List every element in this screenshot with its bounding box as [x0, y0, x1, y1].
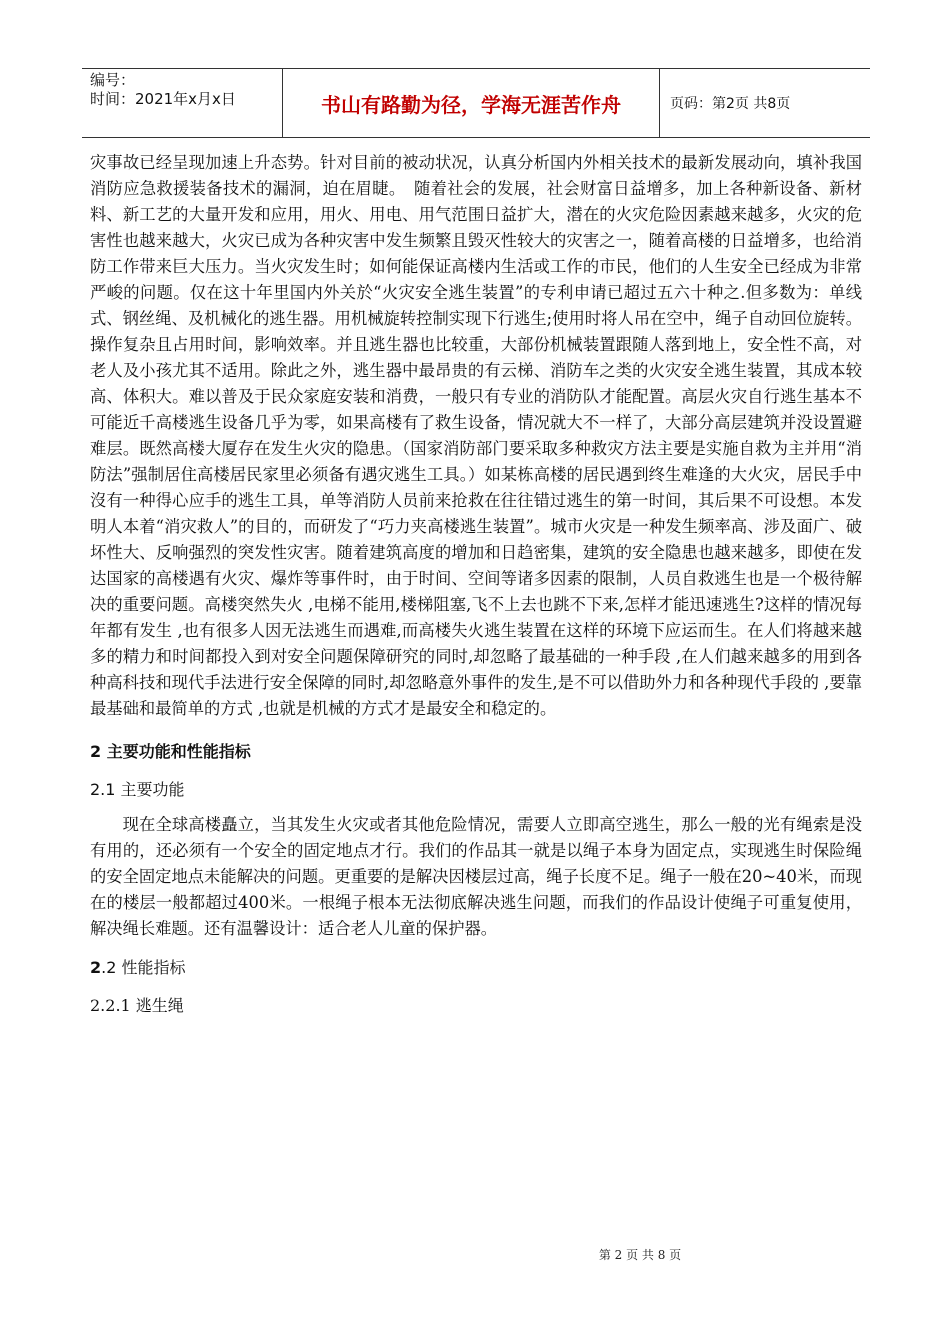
page-header — [82, 68, 870, 138]
body-paragraph: 灾事故已经呈现加速上升态势。针对目前的被动状况，认真分析国内外相关技术的最新发展动向，填补我国消防应急救援装备技术的漏洞，迫在眉睫。 随着社会的发展，社会财富日益增多，加上各种新设备、新材料、新工艺的大量开发和应用，用火、用电、用气范围日益扩大，潜在的火灾危险因素越来越多，火灾的危害性也越来越大，火灾已成为各种灾害中发生频繁且毁灭性较大的灾害之一，随着高楼的日益增多，也给消防工作带来巨大压力。当火灾发生时；如何能保证高楼内生活或工作的市民，他们的人生安全已经成为非常严峻的问题。仅在这十年里国内外关於“火灾安全逃生装置”的专利申请已超过五六十种之.但多数为：单线式、钢丝绳、及机械化的逃生器。用机械旋转控制实现下行逃生;使用时将人吊在空中，绳子自动回位旋转。操作复杂且占用时间，影响效率。并且逃生器也比较重，大部份机械装置跟随人落到地上，安全性不高，对老人及小孩尤其不适用。除此之外，逃生器中最昂贵的有云梯、消防车之类的火灾安全逃生装置，其成本较高、体积大。难以普及于民众家庭安装和消费，一般只有专业的消防队才能配置。高层火灾自行逃生基本不可能近千高楼逃生设备几乎为零，如果高楼有了救生设备，情况就大不一样了，大部分高层建筑并没设置避难层。既然高楼大厦存在发生火灾的隐患。（国家消防部门要采取多种救灾方法主要是实施自救为主并用“消防法”强制居住高楼居民家里必须备有遇灾逃生工具。）如某栋高楼的居民遇到终生难逢的大火灾，居民手中沒有一种得心应手的逃生工具，单等消防人员前来抢救在往往错过逃生的第一时间，其后果不可设想。本发明人本着“消灾救人”的目的，而研发了“巧力夹高楼逃生装置”。城市火灾是一种发生频率高、涉及面广、破坏性大、反响强烈的突发性灾害。随着建筑高度的增加和日趋密集，建筑的安全隐患也越来越多，即使在发达国家的高楼遇有火灾、爆炸等事件时，由于时间、空间等诸多因素的限制，人员自救逃生也是一个极待解决的重要问题。高楼突然失火 ,电梯不能用,楼梯阻塞,飞不上去也跳不下来,怎样才能迅速逃生?这样的情况每年都有发生 ,也有很多人因无法逃生而遇难,而高楼失火逃生装置在这样的环境下应运而生。在人们将越来越多的精力和时间都投入到对安全问题保障研究的同时,却忽略了最基础的一种手段 ,在人们越来越多的用到各种高科技和现代手法进行安全保障的同时,却忽略意外事件的发生,是不可以借助外力和各种现代手段的 ,要靠最基础和最简单的方式 ,也就是机械的方式才是最安全和稳定的。 — [90, 153, 862, 718]
header-motto: 书山有路勤为径，学海无涯苦作舟 — [283, 69, 660, 137]
header-page-info: 页码：第2页 共8页 — [670, 96, 791, 112]
document-body — [90, 150, 862, 1018]
section-2-2-title: .2 性能指标 — [101, 958, 186, 977]
section-2-2-heading — [90, 956, 862, 980]
header-meta — [82, 69, 283, 137]
section-2-2-1-heading: 2.2.1 逃生绳 — [90, 996, 184, 1015]
section-2-1-paragraph: 现在全球高楼矗立，当其发生火灾或者其他危险情况，需要人立即高空逃生，那么一般的光有绳索是没有用的，还必须有一个安全的固定地点才行。我们的作品其一就是以绳子本身为固定点，实现逃生时保险绳的安全固定地点未能解决的问题。更重要的是解决因楼层过高，绳子长度不足。绳子一般在20~40米，而现在的楼层一般都超过400米。一根绳子根本无法彻底解决逃生问题，而我们的作品设计使绳子可重复使用，解决绳长难题。还有温馨设计：适合老人儿童的保护器。 — [90, 815, 862, 938]
section-2-1-heading: 2.1 主要功能 — [90, 780, 185, 799]
footer-page-number: 第 2 页 共 8 页 — [598, 1248, 682, 1262]
page-footer — [0, 1246, 950, 1263]
number-label: 编号： — [90, 71, 136, 89]
date-label: 时间：2021年x月x日 — [90, 90, 236, 108]
section-2-2-number: 2 — [90, 958, 102, 977]
section-2-heading: 2 主要功能和性能指标 — [90, 742, 251, 761]
